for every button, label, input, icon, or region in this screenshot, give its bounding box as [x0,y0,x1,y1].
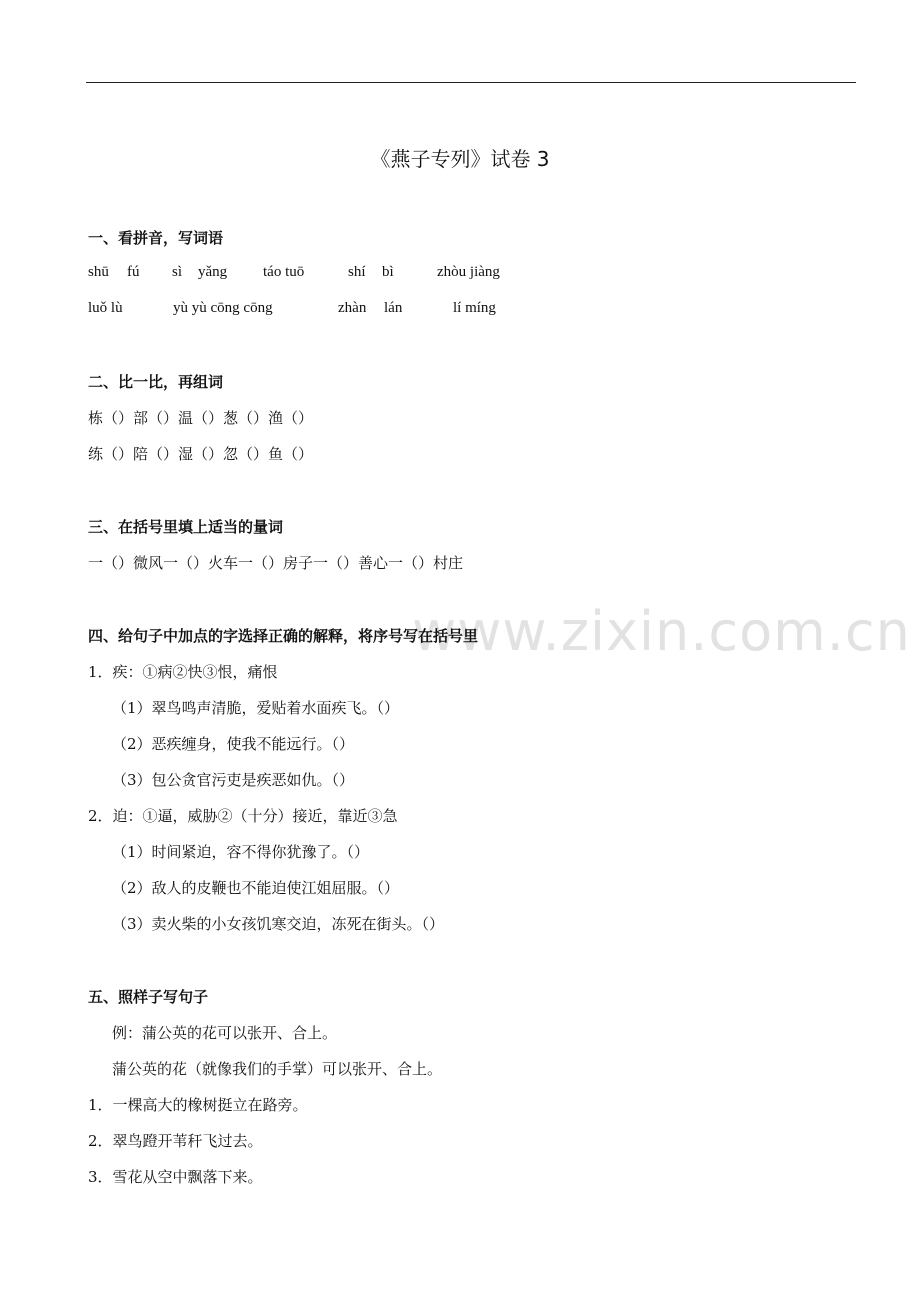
compare-line-1: 栋（）部（）温（）葱（）渔（） [88,409,314,427]
pinyin-item: lán [384,300,403,316]
question-2-item: （1）时间紧迫，容不得你犹豫了。（） [112,843,370,861]
section2-heading: 二、比一比，再组词 [88,373,224,391]
pinyin-item: fú [127,264,140,280]
pinyin-item: luǒ lù [88,300,123,316]
pinyin-item: bì [382,264,394,280]
question-1: 1．疾：①病②快③恨，痛恨 [88,663,278,681]
question-2-item: （3）卖火柴的小女孩饥寒交迫，冻死在街头。（） [112,915,445,933]
compare-line-2: 练（）陪（）湿（）忽（）鱼（） [88,445,314,463]
sentence-item: 3．雪花从空中飘落下来。 [88,1168,263,1186]
section3-heading: 三、在括号里填上适当的量词 [88,518,284,536]
header-rule [86,82,856,83]
pinyin-item: shū [88,264,109,280]
section4-heading: 四、给句子中加点的字选择正确的解释，将序号写在括号里 [88,627,479,645]
question-2: 2．迫：①逼，威胁②（十分）接近，靠近③急 [88,807,398,825]
pinyin-item: yǎng [198,264,228,280]
pinyin-item: shí [348,264,366,280]
pinyin-item: yù yù cōng cōng [173,300,273,316]
sentence-item: 1．一棵高大的橡树挺立在路旁。 [88,1096,308,1114]
pinyin-item: lí míng [453,300,496,316]
question-2-item: （2）敌人的皮鞭也不能迫使江姐屈服。（） [112,879,400,897]
page-title: 《燕子专列》试卷 3 [370,147,550,171]
question-1-item: （2）恶疾缠身，使我不能远行。（） [112,735,355,753]
section1-heading: 一、看拼音，写词语 [88,229,224,247]
pinyin-item: táo tuō [263,264,305,280]
example-label: 例：蒲公英的花可以张开、合上。 [112,1024,338,1042]
pinyin-item: zhòu jiàng [437,264,500,280]
sentence-item: 2．翠鸟蹬开苇秆飞过去。 [88,1132,263,1150]
pinyin-item: zhàn [338,300,367,316]
watermark: www.zixin.com.cn [412,600,911,663]
example-answer: 蒲公英的花（就像我们的手掌）可以张开、合上。 [112,1060,443,1078]
section5-heading: 五、照样子写句子 [88,988,209,1006]
measure-word-line: 一（）微风一（）火车一（）房子一（）善心一（）村庄 [88,554,464,572]
question-1-item: （1）翠鸟鸣声清脆，爱贴着水面疾飞。（） [112,699,400,717]
question-1-item: （3）包公贪官污吏是疾恶如仇。（） [112,771,355,789]
pinyin-item: sì [172,264,183,280]
